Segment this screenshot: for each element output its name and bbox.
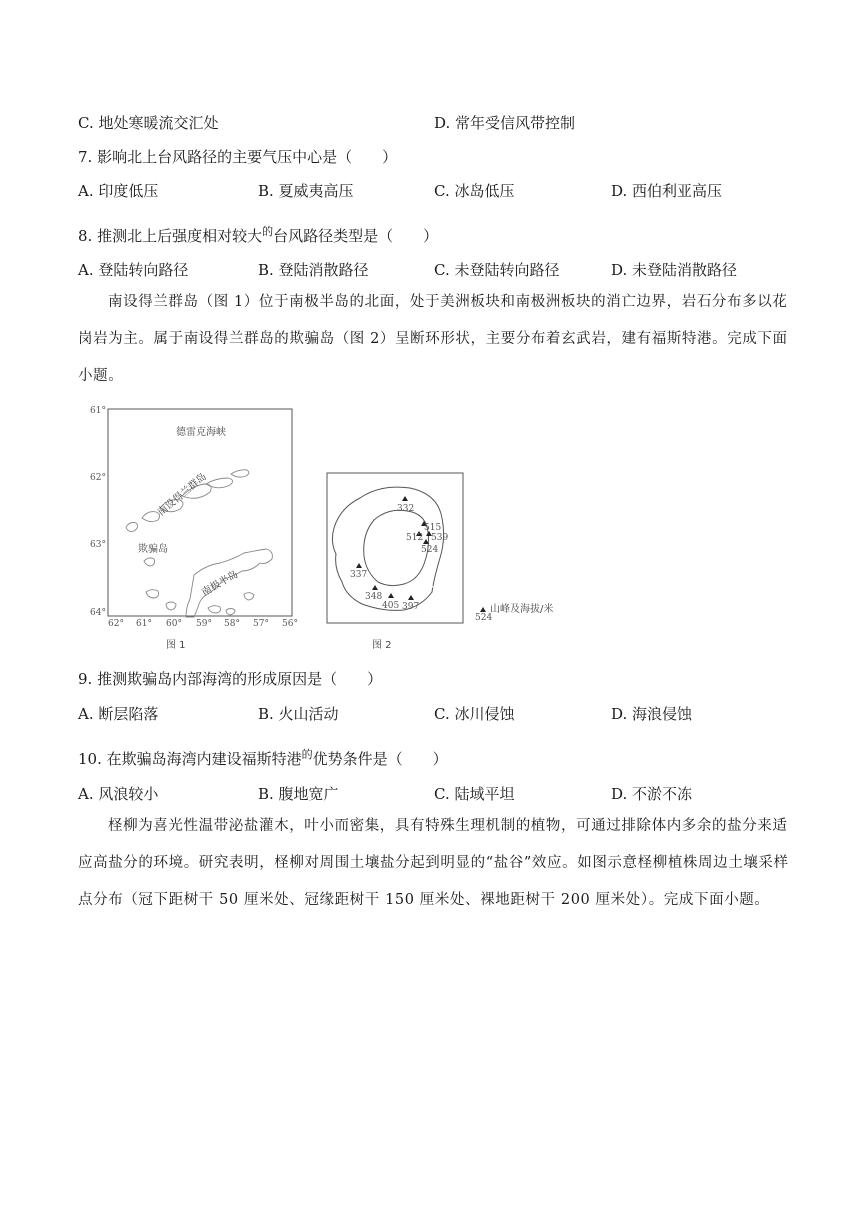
peak-label: 405 bbox=[382, 601, 400, 611]
peak-label: 332 bbox=[397, 504, 415, 514]
lon-label: 59° bbox=[196, 619, 212, 629]
q7-option-b: B. 夏威夷高压 bbox=[258, 182, 354, 200]
q9-option-d: D. 海浪侵蚀 bbox=[611, 705, 693, 723]
passage-south-shetland: 南设得兰群岛（图 1）位于南极半岛的北面，处于美洲板块和南极洲板块的消亡边界，岩石分布多以花岗岩为主。属于南设得兰群岛的欺骗岛（图 2）呈断环形状，主要分布着玄武岩，建有福斯特港。完成下面小题。 bbox=[78, 294, 788, 384]
q10-option-d: D. 不淤不冻 bbox=[611, 785, 693, 803]
q8-option-b: B. 登陆消散路径 bbox=[258, 261, 369, 279]
q7-option-a: A. 印度低压 bbox=[78, 182, 159, 200]
lon-label: 60° bbox=[166, 619, 182, 629]
lat-label: 63° bbox=[90, 540, 106, 550]
label-deception-island: 欺骗岛 bbox=[138, 544, 168, 555]
peak-label: 524 bbox=[421, 545, 439, 555]
q8-option-a: A. 登陆转向路径 bbox=[78, 261, 189, 279]
lat-label: 64° bbox=[90, 608, 106, 618]
q10-option-a: A. 风浪较小 bbox=[78, 785, 159, 803]
lon-label: 62° bbox=[108, 619, 124, 629]
figure-1-caption: 图 1 bbox=[166, 640, 186, 651]
q9-stem: 9. 推测欺骗岛内部海湾的形成原因是（ ） bbox=[78, 670, 383, 688]
q7-option-d: D. 西伯利亚高压 bbox=[611, 182, 723, 200]
lon-label: 57° bbox=[253, 619, 269, 629]
q8-stem: 8. 推测北上后强度相对较大$^的$台风路径类型是（ ） bbox=[78, 225, 439, 245]
peak-label: 539 bbox=[431, 533, 449, 543]
peak-label: 397 bbox=[402, 602, 420, 612]
q7-stem: 7. 影响北上台风路径的主要气压中心是（ ） bbox=[78, 148, 398, 166]
figure-1-map bbox=[86, 400, 308, 652]
lat-label: 61° bbox=[90, 406, 106, 416]
q10-option-b: B. 腹地宽广 bbox=[258, 785, 339, 803]
passage-tamarisk: 柽柳为喜光性温带泌盐灌木，叶小而密集，具有特殊生理机制的植物，可通过排除体内多余的盐分来适应高盐分的环境。研究表明，柽柳对周围土壤盐分起到明显的“盐谷”效应。如图示意柽柳植株周边土壤采样点分布（冠下距树干 50 厘米处、冠缘距树干 150 厘米处、裸地距树干 200 厘米处）。完成下面小题。 bbox=[78, 818, 789, 908]
figure-2-map bbox=[320, 468, 570, 654]
label-antarctic-peninsula: 南极半岛 bbox=[200, 569, 241, 599]
lon-label: 58° bbox=[224, 619, 240, 629]
q8-option-c: C. 未登陆转向路径 bbox=[434, 261, 560, 279]
q9-option-b: B. 火山活动 bbox=[258, 705, 339, 723]
peak-label: 337 bbox=[350, 570, 368, 580]
q10-stem: 10. 在欺骗岛海湾内建设福斯特港$^的$优势条件是（ ） bbox=[78, 748, 448, 768]
peak-label: 512 bbox=[406, 533, 424, 543]
lat-label: 62° bbox=[90, 473, 106, 483]
lon-label: 56° bbox=[282, 619, 298, 629]
q10-option-c: C. 陆域平坦 bbox=[434, 785, 515, 803]
lon-label: 61° bbox=[136, 619, 152, 629]
label-south-shetland-islands: 南设得兰群岛 bbox=[155, 471, 209, 519]
label-drake-passage: 德雷克海峡 bbox=[176, 427, 226, 438]
legend-peak-value: 524 bbox=[475, 613, 493, 623]
q8-option-d: D. 未登陆消散路径 bbox=[611, 261, 738, 279]
q6-option-c: C. 地处寒暖流交汇处 bbox=[78, 114, 219, 132]
q7-option-c: C. 冰岛低压 bbox=[434, 182, 515, 200]
q6-option-d: D. 常年受信风带控制 bbox=[434, 114, 576, 132]
figure-2-caption: 图 2 bbox=[372, 640, 392, 651]
peak-label: 515 bbox=[424, 523, 442, 533]
legend-text: 山峰及海拔/米 bbox=[490, 604, 554, 615]
peak-label: 348 bbox=[365, 592, 383, 602]
q9-option-c: C. 冰川侵蚀 bbox=[434, 705, 515, 723]
q9-option-a: A. 断层陷落 bbox=[78, 705, 159, 723]
